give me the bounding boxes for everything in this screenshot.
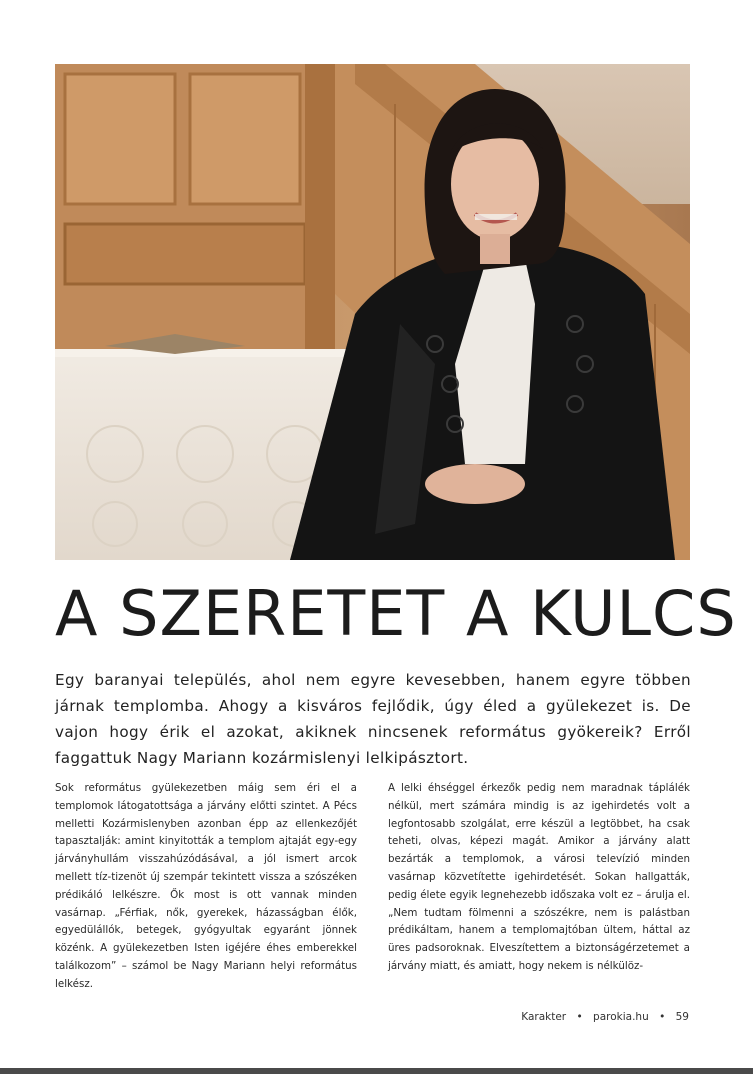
footer-site: parokia.hu — [593, 1011, 649, 1023]
article-headline: A SZERETET A KULCS — [55, 577, 737, 650]
article-lead: Egy baranyai település, ahol nem egyre kevesebben, hanem egyre többen járnak templomba. Ahogy a kisváros fejlődik, úgy éled a gyülekezet is. De vajon hogy érik el azokat, akiknek nincsenek református gyökereik? Erről faggattuk Nagy Mariann kozármislenyi lelkipásztort. — [55, 671, 691, 767]
article-column-right: A lelki éhséggel érkezők pedig nem maradnak táplálék nélkül, mert számára mindig is az igehirdetés volt a legfontosabb szolgálat, erre készül a legtöbbet, ha csak teheti, olvas, képezi magát. Amikor a járvány alatt bezárták a templomok, a városi televízió minden vasárnap közvetítette igehirdetését. Sokan hallgatták, pedig élete egyik legnehezebb időszaka volt ez – árulja el. „Nem tudtam fölmenni a szószékre, nem is palástban prédikáltam, hanem a templomajtóban ültem, háttal az üres padsoroknak. Elveszítettem a biztonságérzetemet a járvány miatt, és amiatt, hogy nekem is nélkülöz- — [388, 782, 690, 972]
bottom-rule — [0, 1068, 753, 1074]
page-footer — [521, 1011, 689, 1023]
page-number: 59 — [675, 1011, 689, 1023]
article-column-left: Sok református gyülekezetben máig sem éri el a templomok látogatottsága a járvány előtti szintet. A Pécs melletti Kozármislenyben azonban épp az ellenkezőjét tapasztalják: amint kinyitották a templom ajtaját egy-egy járványhullám visszahúzódásával, a jól ismert arcok mellett tíz-tizenöt új szempár tekintett vissza a szószéken prédikáló lelkészre. Ők most is ott vannak minden vasárnap. „Férfiak, nők, gyerekek, házasságban élők, egyedülállók, betegek, gyógyultak egyaránt jönnek közénk. A gyülekezetben Isten igéjére éhes emberekkel találkozom” – számol be Nagy Mariann helyi református lelkész. — [55, 782, 357, 990]
footer-separator: • — [659, 1011, 666, 1023]
footer-magazine: Karakter — [521, 1011, 567, 1023]
footer-separator: • — [576, 1011, 583, 1023]
portrait-photo — [55, 64, 690, 560]
